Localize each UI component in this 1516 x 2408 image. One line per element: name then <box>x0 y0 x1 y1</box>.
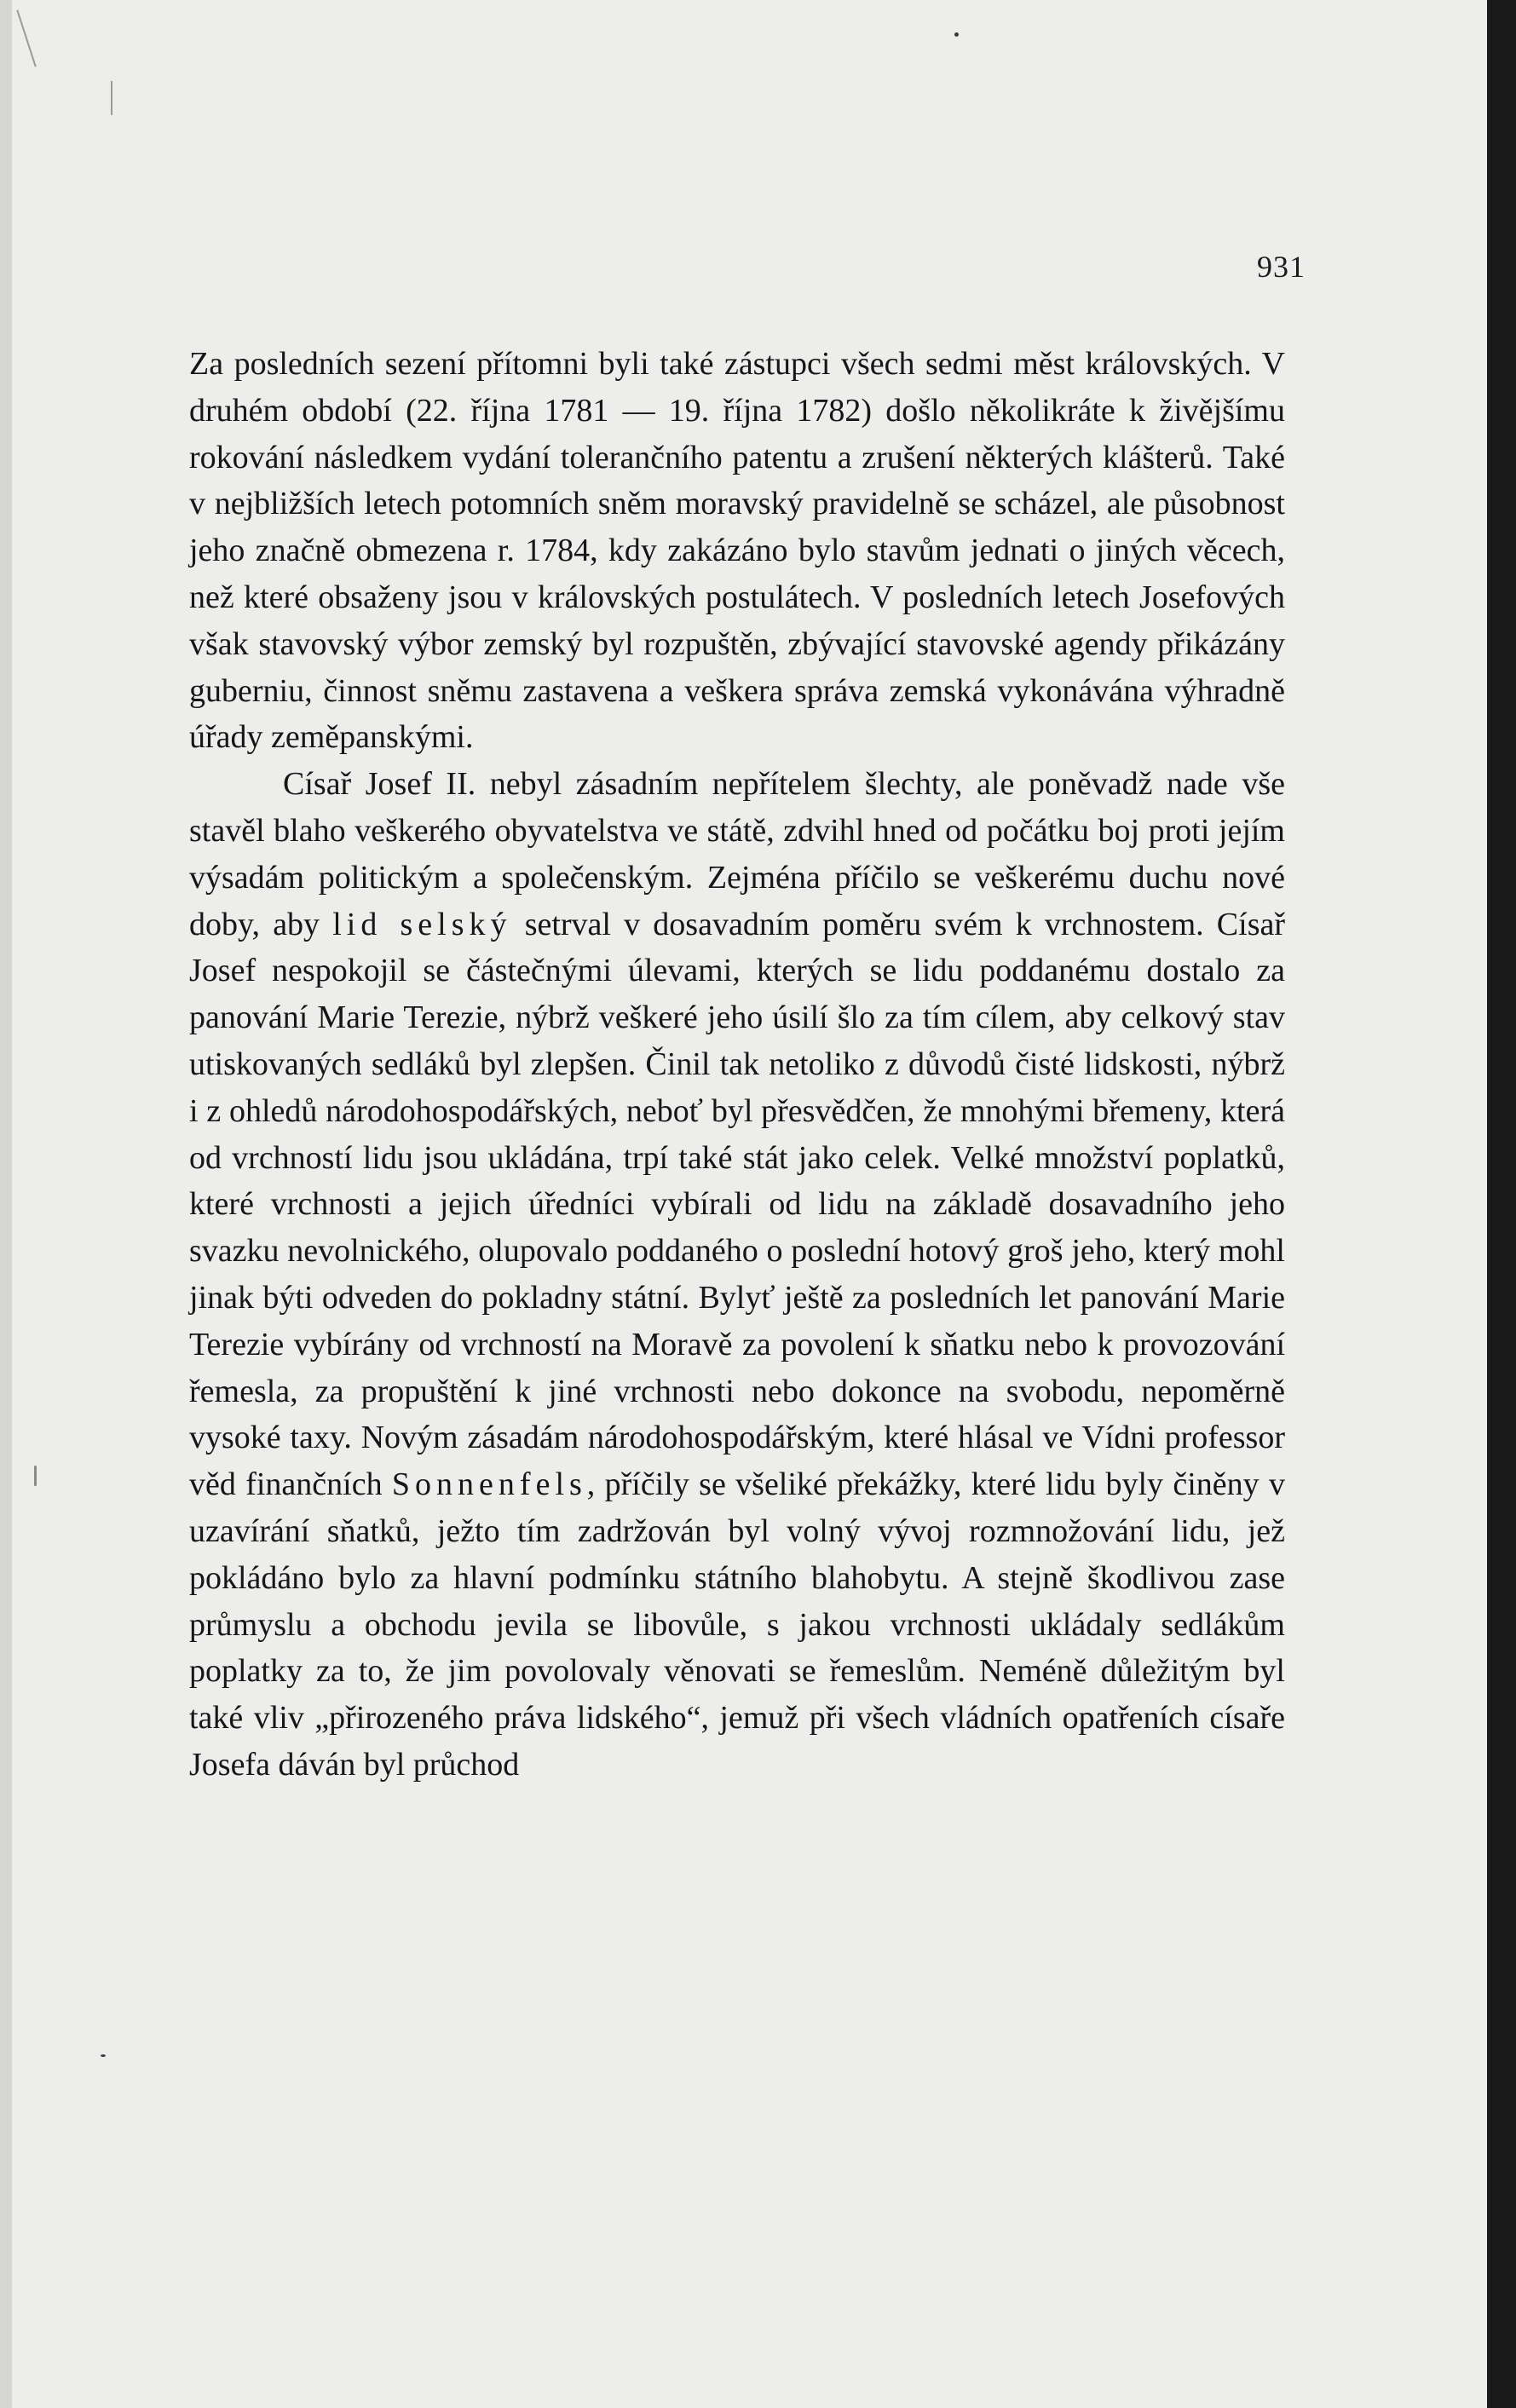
ink-speck <box>34 1466 37 1486</box>
paragraph-2-part-3: , příčily se všeliké překážky, které lidu byly činěny v uzavírání sňatků, ježto tím zadržován byl volný vývoj rozmnožování lidu, jež pokládáno bylo za hlavní podmínku státního blahobytu. A stejně škodlivou zase průmyslu a obchodu jevila se libovůle, s jakou vrchnosti ukládaly sedlákům poplatky za to, že jim povolovaly věnovati se řemeslům. Neméně důležitým byl také vliv „přirozeného práva lidského“, jemuž při všech vládních opatřeních císaře Josefa dáván byl průchod <box>189 1466 1286 1783</box>
emphasis-lid-selsky: lid selský <box>332 906 512 942</box>
paragraph-2-part-2: setrval v dosavadním poměru svém k vrchnostem. Císař Josef nespokojil se částečnými úlevami, kterých se lidu poddanému dostalo za panování Marie Terezie, nýbrž veškeré jeho úsilí šlo za tím cílem, aby celkový stav utiskovaných sedláků byl zlepšen. Činil tak netoliko z důvodů čisté lidskosti, nýbrž i z ohledů národohospodářských, neboť byl přesvědčen, že mnohými břemeny, která od vrchností lidu jsou ukládána, trpí také stát jako celek. Velké množství poplatků, které vrchnosti a jejich úředníci vybírali od lidu na základě dosavadního jeho svazku nevolnického, olupovalo poddaného o poslední hotový groš jeho, který mohl jinak býti odveden do pokladny státní. Bylyť ještě za posledních let panování Marie Terezie vybírány od vrchností na Moravě za povolení k sňatku nebo k provozování řemesla, za propuštění k jiné vrchnosti nebo dokonce na svobodu, nepoměrně vysoké taxy. Novým zásadám národohospodářským, které hlásal ve Vídni professor věd finančních <box>189 906 1286 1503</box>
paragraph-1: Za posledních sezení přítomni byli také zástupci všech sedmi měst královských. V druhém období (22. října 1781 — 19. října 1782) došlo několikráte k živějšímu rokování následkem vydání tolerančního patentu a zrušení některých klášterů. Také v nejbližších letech potomních sněm moravský pravidelně se scházel, ale působnost jeho značně obmezena r. 1784, kdy zakázáno bylo stavům jednati o jiných věcech, než které obsaženy jsou v královských postulátech. V posledních letech Josefových však stavovský výbor zemský byl rozpuštěn, zbývající stavovské agendy přikázány guberniu, činnost sněmu zastavena a veškera správa zemská vykonávána výhradně úřady zeměpanskými. <box>189 346 1285 756</box>
left-edge-shadow <box>0 0 12 2408</box>
right-edge-dark-border <box>1487 0 1516 2408</box>
paragraph-2 <box>189 761 1285 1789</box>
paragraph-2-part-1: Císař Josef II. nebyl zásadním nepřítelem šlechty, ale poněvadž nade vše stavěl blaho veškerého obyvatelstva ve státě, zdvihl hned od počátku boj proti jejím výsadám politickým a společenským. Zejména příčilo se veškerému duchu nové doby, aby <box>189 766 1285 942</box>
body-text <box>189 341 1285 1789</box>
page-number: 931 <box>1257 250 1306 284</box>
ink-speck <box>101 2054 106 2057</box>
emphasis-sonnenfels: Sonnenfels <box>391 1466 587 1503</box>
scan-scratch-mark <box>111 81 112 115</box>
ink-speck <box>954 32 959 37</box>
